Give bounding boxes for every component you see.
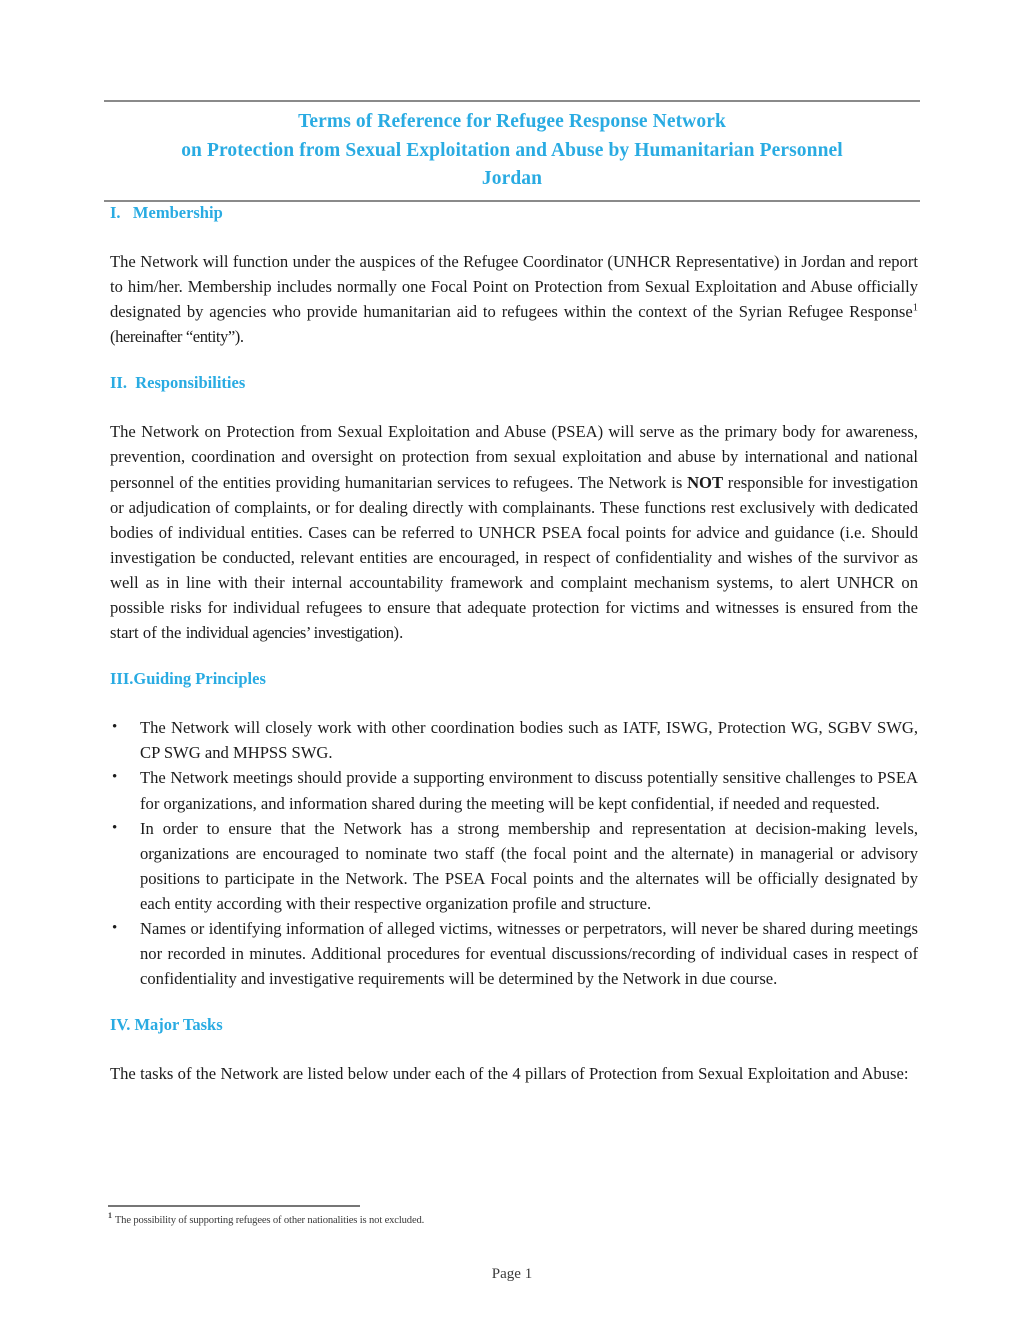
paragraph-membership bbox=[110, 249, 918, 349]
emphasis-not: NOT bbox=[687, 472, 724, 492]
paragraph-major-tasks: The tasks of the Network are listed below under each of the 4 pillars of Protection from Sexual Exploitation and Abuse: bbox=[110, 1064, 909, 1084]
spacer bbox=[110, 1036, 918, 1061]
title-line-3: Jordan bbox=[481, 168, 543, 189]
paragraph-responsibilities-part1: The Network on Protection from Sexual Exploitation and Abuse (PSEA) will serve as the primary body for awareness, prevention, coordination and oversight on protection from sexual exploitation and abuse by international and national personnel of the entities providing humanitarian services to refugees. The Network is bbox=[110, 422, 918, 492]
paragraph-membership-text-pre: The Network will function under the auspices of the Refugee Coordinator (UNHCR Representative) in Jordan and report to him/her. Membership includes normally one Focal Point on Protection from Sexual Exploitation and Abuse officially designated by agencies who provide humanitarian aid to refugees within the context of the Syrian Refugee Response bbox=[110, 252, 918, 322]
section-heading-membership: I. Membership bbox=[110, 203, 223, 222]
bullet-icon: • bbox=[112, 919, 118, 936]
spacer bbox=[110, 690, 918, 715]
footnote-area bbox=[108, 1205, 920, 1228]
list-item-label: The Network meetings should provide a supporting environment to discuss potentially sensitive challenges to PSEA for organizations, and information shared during the meeting will be kept confidential, if needed and requested. bbox=[140, 768, 918, 813]
paragraph-membership-text-post: (hereinafter “entity”). bbox=[110, 327, 244, 347]
paragraph-responsibilities-part3: individual agencies’ investigation bbox=[185, 623, 394, 643]
spacer bbox=[110, 349, 918, 372]
bullet-icon: • bbox=[112, 719, 118, 736]
list-item bbox=[110, 765, 918, 815]
title-line-1: Terms of Reference for Refugee Response Network bbox=[298, 111, 726, 132]
document-title-block bbox=[104, 100, 920, 202]
list-item bbox=[110, 916, 918, 991]
page-title bbox=[104, 102, 920, 198]
page-number: Page 1 bbox=[491, 1266, 533, 1282]
section-heading-responsibilities: II. Responsibilities bbox=[110, 373, 246, 393]
section-heading-major-tasks: IV. Major Tasks bbox=[110, 1015, 223, 1035]
list-item bbox=[110, 715, 918, 765]
list-item-label: In order to ensure that the Network has a strong membership and representation at decision-making levels, organizations are encouraged to nominate two staff (the focal point and the alternate) in managerial or advisory positions to participate in the Network. The PSEA Focal points and the alternates will be officially designated by each entity according with their respective organization profile and structure. bbox=[140, 818, 918, 913]
list-item-label: Names or identifying information of alleged victims, witnesses or perpetrators, will never be shared during meetings nor recorded in minutes. Additional procedures for eventual discussions/recording of individual cases in respect of confidentiality and investigative requirements will be determined by the Network in due course. bbox=[140, 918, 918, 989]
list-item-label: The Network will closely work with other coordination bodies such as IATF, ISWG, Protection WG, SGBV SWG, CP SWG and MHPSS SWG. bbox=[140, 718, 918, 763]
footnote-marker: 1 bbox=[108, 1211, 112, 1221]
document-body bbox=[110, 202, 918, 1086]
bullet-icon: • bbox=[112, 819, 118, 836]
footnote-separator-rule bbox=[108, 1205, 360, 1207]
paragraph-responsibilities-part2: responsible for investigation or adjudication of complaints, or for dealing directly with complainants. These functions rest exclusively with dedicated bodies of individual entities. Cases can be referred to UNHCR PSEA focal points for advice and guidance (i.e. Should investigation be conducted, relevant entities are encouraged, in respect of confidentiality and wishes of the survivor as well as in line with their internal accountability framework and complaint mechanism systems, to alert UNHCR on possible risks for individual refugees to ensure that adequate protection for victims and witnesses is ensured from the start of the bbox=[110, 472, 918, 643]
section-heading-guiding-principles: III.Guiding Principles bbox=[110, 669, 266, 689]
spacer bbox=[110, 991, 918, 1014]
title-line-2: on Protection from Sexual Exploitation and Abuse by Humanitarian Personnel bbox=[181, 139, 843, 161]
paragraph-responsibilities-part4: ). bbox=[393, 623, 404, 643]
footnote-text: The possibility of supporting refugees of other nationalities is not excluded. bbox=[114, 1215, 425, 1226]
bullet-icon: • bbox=[112, 769, 118, 786]
page-footer bbox=[0, 1264, 1024, 1284]
footnote-1 bbox=[108, 1211, 920, 1228]
spacer bbox=[110, 224, 918, 249]
footnote-reference-1[interactable]: 1 bbox=[912, 302, 918, 314]
paragraph-responsibilities bbox=[110, 419, 918, 645]
spacer bbox=[110, 394, 918, 419]
guiding-principles-list bbox=[110, 715, 918, 991]
spacer bbox=[110, 645, 918, 668]
list-item bbox=[110, 816, 918, 916]
